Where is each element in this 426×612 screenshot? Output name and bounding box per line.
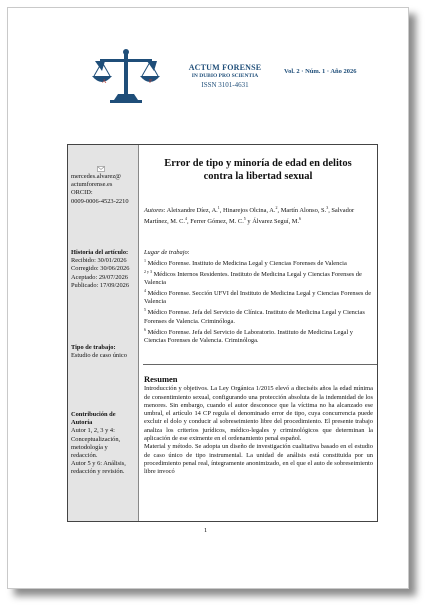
- section-divider: [143, 364, 377, 365]
- email-line-1[interactable]: mercedes.alvarez@: [71, 173, 122, 180]
- history-label: Historia del artículo:: [71, 249, 129, 256]
- history-block: [71, 249, 137, 290]
- contribution-label-1: Contribución de: [71, 411, 116, 418]
- work-type-label: Tipo de trabajo:: [71, 344, 116, 351]
- contribution-line: redacción.: [71, 452, 98, 460]
- contribution-block: [71, 411, 137, 477]
- abstract-paragraph: Introducción y objetivos. La Ley Orgánica 1/2015 elevó a dieciséis años la edad mínima de consentimiento sexual, configurando una protección absoluta de la indemnidad de los menores. Sin embargo, cuando el autor desconoce que la víctima no ha alcanzado ese umbral, el artículo 14 CP regula el denominado error de tipo, cuya concurrencia puede excluir el dolo y conducir al sobreseimiento libre del procedimiento. El presente trabajo analiza los criterios jurídicos, médico-legales y criminológicos que determinan la aplicación de ese eximente en el ordenamiento penal español.: [144, 385, 373, 443]
- author-sup: 5: [243, 216, 246, 222]
- volume-issue: Vol. 2 · Núm. 1 · Año 2026: [284, 68, 357, 75]
- author: , Martín Alonso, S.: [277, 207, 327, 215]
- title-line-2: contra la libertad sexual: [203, 170, 313, 182]
- author: y Álvarez Seguí, M.: [245, 218, 300, 226]
- scales-of-justice-logo: [90, 48, 162, 106]
- title-line-1: Error de tipo y minoría de edad en delitos: [164, 158, 352, 169]
- contribution-line: metodología y: [71, 443, 108, 451]
- contribution-line: Autor 1, 2, 3 y 4:: [71, 427, 115, 435]
- author: , Ferrer Gómez, M. C.: [187, 218, 244, 226]
- author-sup: 3: [326, 205, 329, 210]
- affiliation: $^6$ Médico Forense. Jefa del Servicio de Laboratorio. Instituto de Medicina Legal y Ciencias Forenses de Valencia. Criminóloga.: [144, 326, 353, 344]
- article-sidebar: [68, 145, 139, 521]
- author-sup: 1: [217, 205, 220, 210]
- received-date: Recibido: 30/01/2026: [71, 257, 127, 265]
- affiliation: $^1$ Médico Forense. Instituto de Medicina Legal y Ciencias Forenses de Valencia: [144, 258, 347, 268]
- workplace-label: Lugar de trabajo: [144, 249, 188, 256]
- article-title: [143, 158, 373, 183]
- abstract-paragraph: Material y método. Se adopta un diseño de investigación cualitativa basado en el estudio de caso único de tipo instrumental. La unidad de análisis está constituida por un procedimiento penal real, íntegramente anonimizado, en el que el auto de sobreseimiento libre invocó: [144, 443, 373, 476]
- accepted-date: Aceptado: 29/07/2026: [71, 273, 128, 281]
- envelope-icon: [97, 166, 105, 172]
- published-date: Publicado: 17/09/2026: [71, 281, 130, 289]
- author: : Aleixandre Díez, A.: [163, 207, 218, 215]
- contribution-line: redacción y revisión.: [71, 468, 125, 476]
- authors-list: [144, 204, 373, 227]
- abstract-heading: Resumen: [144, 374, 178, 384]
- email-line-2[interactable]: actumforense.es: [71, 181, 113, 189]
- orcid-label: ORCID:: [71, 189, 93, 197]
- journal-name: ACTUM FORENSE: [188, 63, 262, 72]
- journal-page: [7, 7, 409, 589]
- journal-issn: ISSN 3101-4631: [201, 81, 249, 89]
- author-sup: 2: [275, 205, 278, 210]
- svg-text:F: F: [149, 79, 153, 85]
- work-type-value: Estudio de caso único: [71, 352, 127, 360]
- workplace-section: Lugar de trabajo: $^1$ Médico Forense. Instituto de Medicina Legal y Ciencias Forenses de Valencia $^{2 y 3}$ Médicos Internos Residentes. Instituto de Medicina Legal y Ciencias Forenses de Valencia $^4$ Médico Forense. Sección UFVI del Instituto de Medicina Legal y Ciencias Forenses de Valencia $^5$ Médico Forense. Jefa del Servicio de Clínica. Instituto de Medicina Legal y Ciencias Forenses de Valencia. Criminóloga. $^6$ Médico Forense. Jefa del Servicio de Laboratorio. Instituto de Medicina Legal y Ciencias Forenses de Valencia. Criminóloga.: [144, 249, 372, 344]
- affiliation: $^5$ Médico Forense. Jefa del Servicio de Clínica. Instituto de Medicina Legal y Ciencias Forenses de Valencia. Criminóloga.: [144, 307, 365, 325]
- author-sup: 4: [185, 216, 187, 222]
- orcid-value[interactable]: 0009-0006-4523-2210: [71, 197, 129, 205]
- author-sup: 6: [299, 216, 302, 222]
- authors-label: Autores: [144, 207, 164, 215]
- page-number: 1: [204, 527, 208, 534]
- journal-motto: IN DUBIO PRO SCIENTIA: [191, 73, 259, 79]
- affiliation: $^{2 y 3}$ Médicos Internos Residentes. Instituto de Medicina Legal y Ciencias Forenses de Valencia: [144, 269, 362, 287]
- corrected-date: Corregido: 30/06/2026: [71, 265, 130, 273]
- abstract-section: [144, 375, 373, 477]
- contribution-line: Autor 5 y 6: Análisis,: [71, 460, 126, 468]
- author: , Salvador Martínez, M. C.: [144, 207, 355, 226]
- contact-block: [71, 166, 137, 206]
- svg-text:A: A: [102, 79, 107, 85]
- contribution-line: Conceptualización,: [71, 435, 121, 443]
- work-type-block: [71, 344, 137, 360]
- author: , Hinarejos Olcina, A.: [219, 207, 276, 215]
- affiliation: $^4$ Médico Forense. Sección UFVI del Instituto de Medicina Legal y Ciencias Forenses de Valencia: [144, 288, 372, 306]
- journal-masthead: [176, 63, 274, 89]
- contribution-label-2: Autoría: [71, 419, 93, 427]
- article-frame: [67, 144, 378, 522]
